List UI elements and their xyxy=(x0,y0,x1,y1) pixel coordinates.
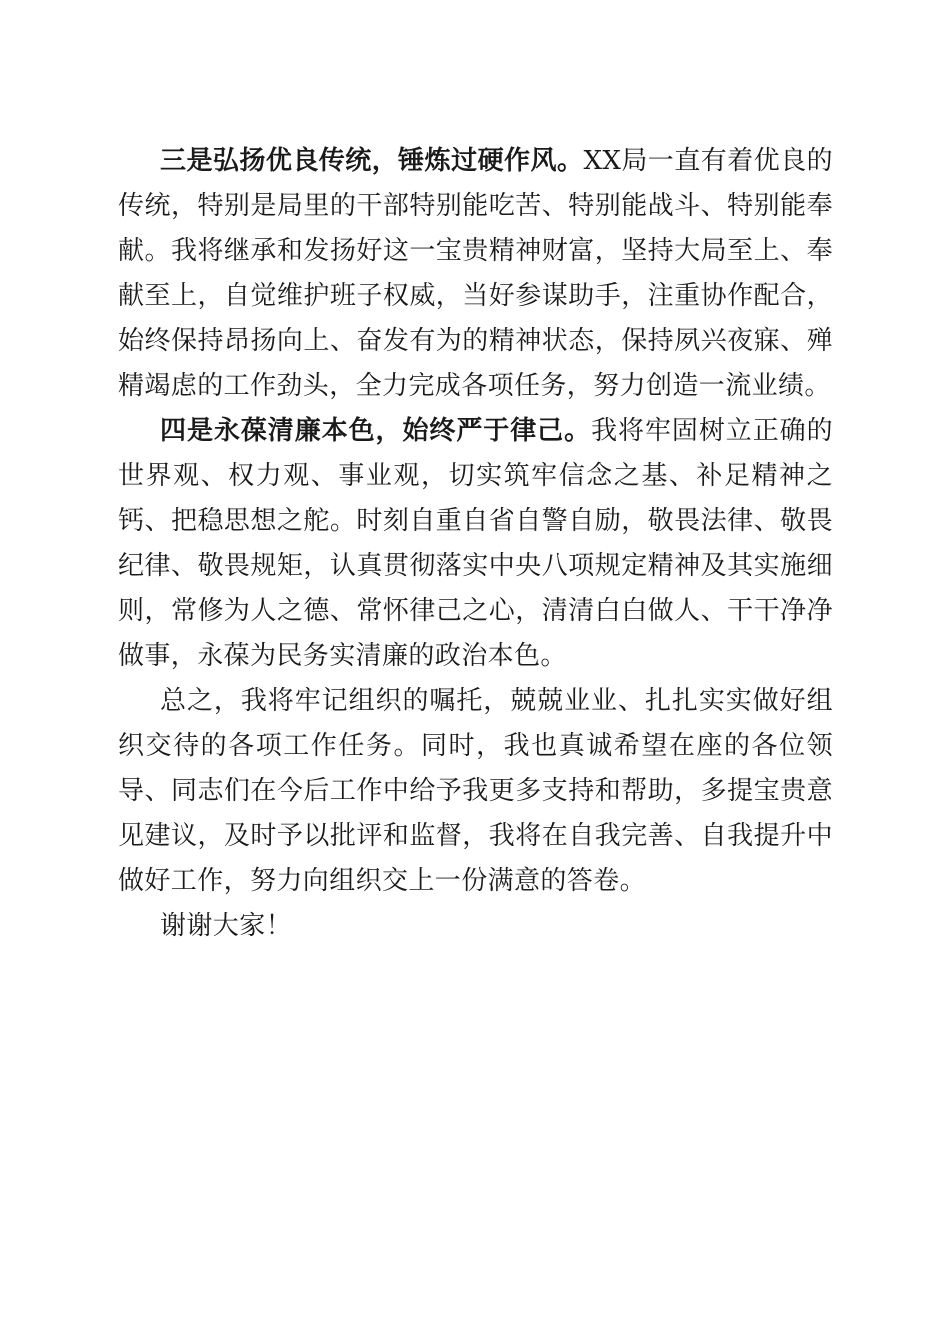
paragraph-integrity-section xyxy=(118,409,833,679)
paragraph-body: 我将牢固树立正确的世界观、权力观、事业观，切实筑牢信念之基、补足精神之钙、把稳思想之舵。时刻自重自省自警自励，敬畏法律、敬畏纪律、敬畏规矩，认真贯彻落实中央八项规定精神及其实施细则，常修为人之德、常怀律己之心，清清白白做人、干干净净做事，永葆为民务实清廉的政治本色。 xyxy=(118,416,833,671)
paragraph-thanks xyxy=(118,904,833,949)
paragraph-heading: 三是弘扬优良传统，锤炼过硬作风。 xyxy=(160,146,584,176)
paragraph-style-section xyxy=(118,139,833,409)
document-page xyxy=(118,139,833,949)
paragraph-conclusion xyxy=(118,679,833,904)
paragraph-body: 总之，我将牢记组织的嘱托，兢兢业业、扎扎实实做好组织交待的各项工作任务。同时，我也真诚希望在座的各位领导、同志们在今后工作中给予我更多支持和帮助，多提宝贵意见建议，及时予以批评和监督，我将在自我完善、自我提升中做好工作，努力向组织交上一份满意的答卷。 xyxy=(118,686,833,896)
paragraph-body: XX局一直有着优良的传统，特别是局里的干部特别能吃苦、特别能战斗、特别能奉献。我将继承和发扬好这一宝贵精神财富，坚持大局至上、奉献至上，自觉维护班子权威，当好参谋助手，注重协作配合，始终保持昂扬向上、奋发有为的精神状态，保持夙兴夜寐、殚精竭虑的工作劲头，全力完成各项任务，努力创造一流业绩。 xyxy=(118,146,833,401)
paragraph-body: 谢谢大家！ xyxy=(160,911,293,941)
paragraph-heading: 四是永葆清廉本色，始终严于律己。 xyxy=(160,416,592,446)
